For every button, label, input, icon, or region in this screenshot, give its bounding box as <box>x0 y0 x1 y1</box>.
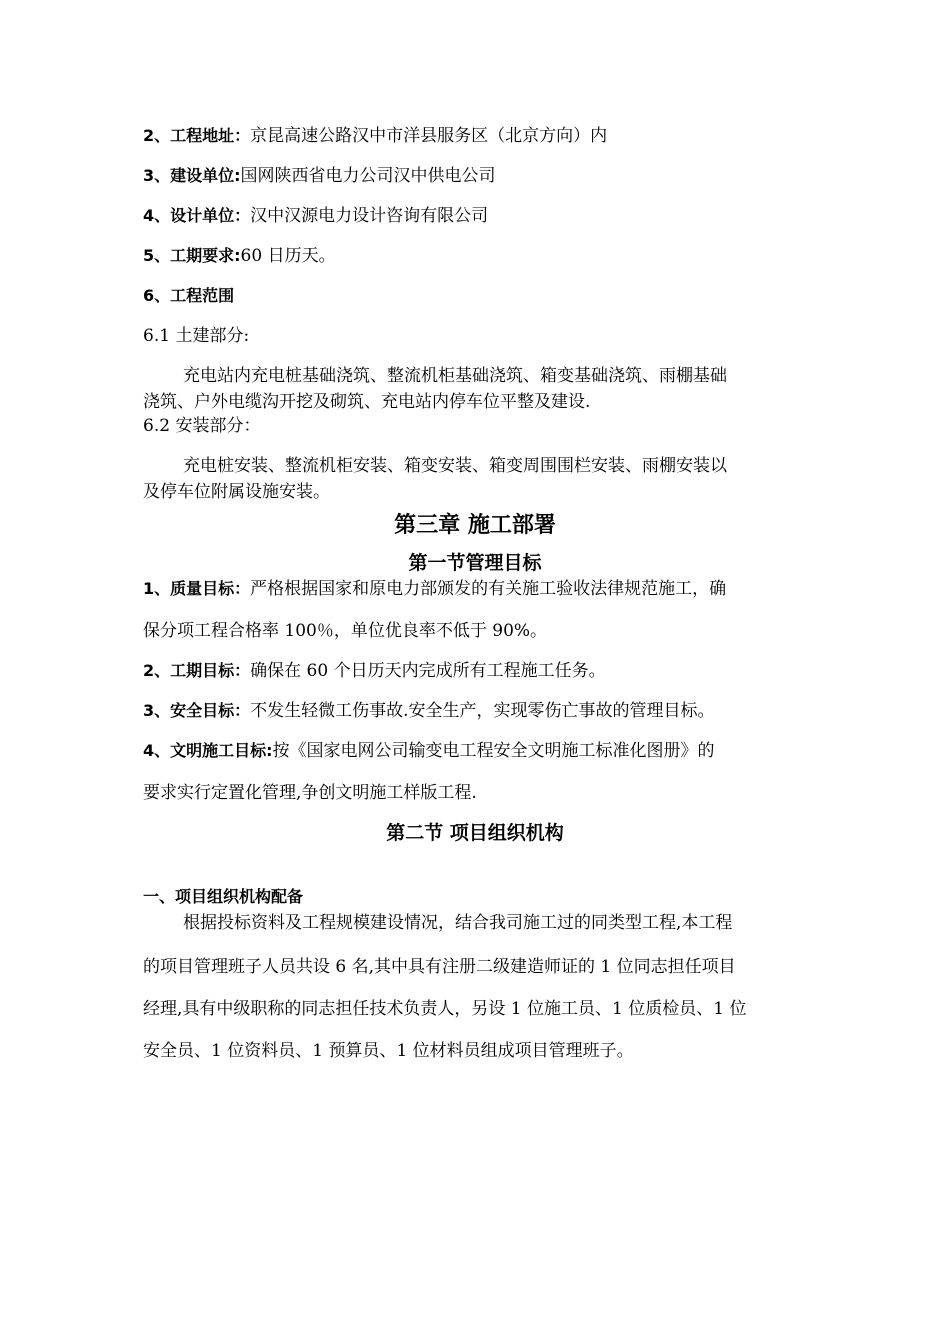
scope-civil-title: 6.1 土建部分: <box>143 326 250 346</box>
info-label: 6、工程范围 <box>143 286 235 305</box>
org-para-line1: 根据投标资料及工程规模建设情况，结合我司施工过的同类型工程,本工程 <box>183 913 733 933</box>
chapter-title: 第三章 施工部署 <box>394 513 556 538</box>
goal-text: 确保在 60 个日历天内完成所有工程施工任务。 <box>250 661 606 681</box>
info-label: 3、建设单位: <box>143 166 241 185</box>
info-label: 2、工程地址： <box>143 126 251 145</box>
info-designer <box>143 206 813 226</box>
goal-text: 不发生轻微工伤事故.安全生产，实现零伤亡事故的管理目标。 <box>250 701 715 721</box>
scope-install-line2: 及停车位附属设施安装。 <box>143 482 330 502</box>
goal-civilized <box>143 741 813 761</box>
org-para-line2: 的项目管理班子人员共设 6 名,其中具有注册二级建造师证的 1 位同志担任项目 <box>143 957 736 977</box>
goal-quality-line2: 保分项工程合格率 100％，单位优良率不低于 90%。 <box>143 621 548 641</box>
goal-civilized-line2: 要求实行定置化管理,争创文明施工样版工程. <box>143 783 477 803</box>
info-value: 60 日历天。 <box>240 246 336 266</box>
goal-label: 2、工期目标： <box>143 661 251 680</box>
info-builder <box>143 166 813 186</box>
goal-safety <box>143 701 813 721</box>
scope-install-line1: 充电桩安装、整流机柜安装、箱变安装、箱变周围围栏安装、雨棚安装以 <box>183 456 727 476</box>
scope-install-title: 6.2 安装部分： <box>143 416 261 436</box>
section2-title: 第二节 项目组织机构 <box>386 822 564 844</box>
goal-label: 4、文明施工目标: <box>143 741 273 760</box>
section1-title: 第一节管理目标 <box>408 552 542 574</box>
info-value: 汉中汉源电力设计咨询有限公司 <box>250 206 489 226</box>
org-subtitle: 一、项目组织机构配备 <box>143 887 304 906</box>
scope-civil-line1: 充电站内充电桩基础浇筑、整流机柜基础浇筑、箱变基础浇筑、雨棚基础 <box>183 366 727 386</box>
info-label: 5、工期要求: <box>143 246 241 265</box>
goal-text: 严格根据国家和原电力部颁发的有关施工验收法律规范施工，确 <box>250 579 727 599</box>
info-value: 国网陕西省电力公司汉中供电公司 <box>240 166 496 186</box>
goal-schedule <box>143 661 813 681</box>
goal-label: 1、质量目标： <box>143 579 251 598</box>
goal-text: 按《国家电网公司输变电工程安全文明施工标准化图册》的 <box>272 741 715 761</box>
info-label: 4、设计单位： <box>143 206 251 225</box>
org-para-line3: 经理,具有中级职称的同志担任技术负责人，另设 1 位施工员、1 位质检员、1 位 <box>143 999 747 1019</box>
goal-label: 3、安全目标： <box>143 701 251 720</box>
info-scope <box>143 286 813 306</box>
info-value: 京昆高速公路汉中市洋县服务区（北京方向）内 <box>250 126 608 146</box>
goal-quality <box>143 579 813 599</box>
info-duration <box>143 246 813 266</box>
org-para-line4: 安全员、1 位资料员、1 预算员、1 位材料员组成项目管理班子。 <box>143 1041 634 1061</box>
scope-civil-line2: 浇筑、户外电缆沟开挖及砌筑、充电站内停车位平整及建设. <box>143 392 591 412</box>
info-address <box>143 126 813 146</box>
